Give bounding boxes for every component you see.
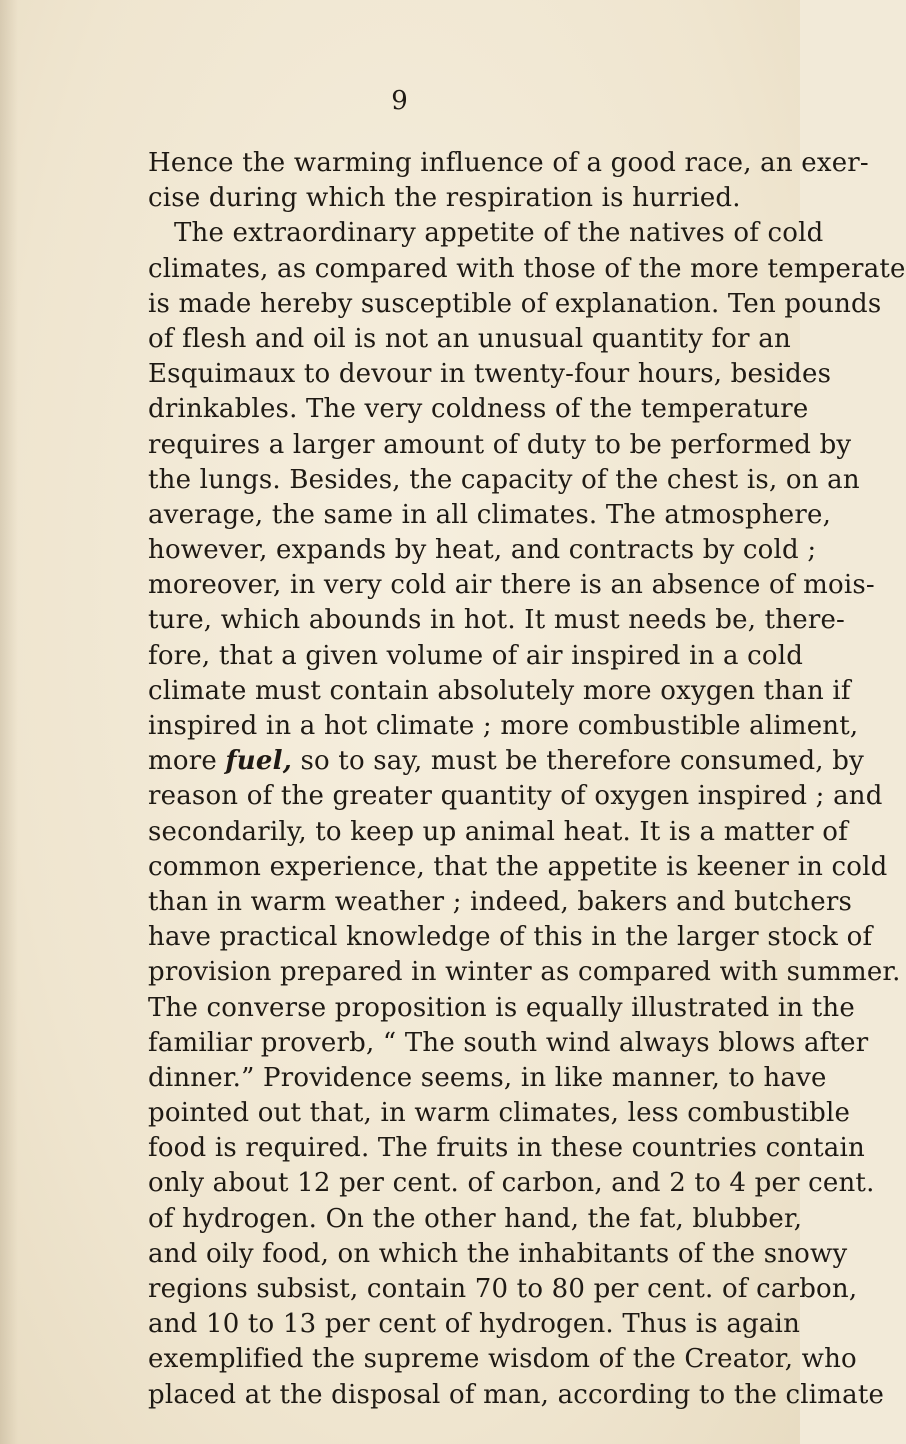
text-line: requires a larger amount of duty to be performed by xyxy=(148,429,852,460)
text-line: food is required. The fruits in these countries contain xyxy=(148,1133,865,1164)
text-line: moreover, in very cold air there is an absence of mois- xyxy=(148,570,875,601)
spine-shadow xyxy=(0,0,18,1444)
italic-word-fuel: fuel, xyxy=(225,746,292,777)
text-line: average, the same in all climates. The atmosphere, xyxy=(148,499,832,530)
text-line: and 10 to 13 per cent of hydrogen. Thus is again xyxy=(148,1309,801,1340)
text-line: climate must contain absolutely more oxygen than if xyxy=(148,675,851,706)
text-line: secondarily, to keep up animal heat. It is a matter of xyxy=(148,816,848,847)
text-line: the lungs. Besides, the capacity of the chest is, on an xyxy=(148,464,860,495)
text-line: of hydrogen. On the other hand, the fat, blubber, xyxy=(148,1203,803,1234)
text-line: of flesh and oil is not an unusual quantity for an xyxy=(148,323,791,354)
page-number: 9 xyxy=(391,86,409,116)
text-line: The extraordinary appetite of the natives of cold xyxy=(174,218,824,249)
text-line: reason of the greater quantity of oxygen inspired ; and xyxy=(148,781,883,812)
text-line: drinkables. The very coldness of the temperature xyxy=(148,394,809,425)
text-line: and oily food, on which the inhabitants of the snowy xyxy=(148,1238,848,1269)
text-line: provision prepared in winter as compared with summer. xyxy=(148,957,901,988)
text-line: only about 12 per cent. of carbon, and 2 to 4 per cent. xyxy=(148,1168,875,1199)
text-fragment: more xyxy=(148,746,217,777)
text-line: dinner.” Providence seems, in like manner, to have xyxy=(148,1062,827,1093)
text-line: exemplified the supreme wisdom of the Creator, who xyxy=(148,1344,857,1375)
text-line: however, expands by heat, and contracts by cold ; xyxy=(148,535,817,566)
text-line: The converse proposition is equally illustrated in the xyxy=(148,992,855,1023)
text-line-with-italic xyxy=(148,744,864,779)
text-fragment: so to say, must be therefore consumed, by xyxy=(300,746,864,777)
text-line: regions subsist, contain 70 to 80 per cent. of carbon, xyxy=(148,1274,858,1304)
text-line: placed at the disposal of man, according to the climate xyxy=(148,1379,885,1410)
text-line: Hence the warming influence of a good race, an exer- xyxy=(148,148,869,178)
text-line: Esquimaux to devour in twenty-four hours, besides xyxy=(148,359,832,390)
text-line: inspired in a hot climate ; more combustible aliment, xyxy=(148,711,859,741)
text-line: familiar proverb, “ The south wind always blows after xyxy=(148,1027,869,1058)
text-line: is made hereby susceptible of explanation. Ten pounds xyxy=(148,288,882,319)
text-line: common experience, that the appetite is keener in cold xyxy=(148,851,888,882)
text-line: ture, which abounds in hot. It must needs be, there- xyxy=(148,605,846,636)
text-line: climates, as compared with those of the more temperate xyxy=(148,253,906,284)
body-text xyxy=(148,146,906,1413)
text-line: than in warm weather ; indeed, bakers and butchers xyxy=(148,886,853,917)
text-line: have practical knowledge of this in the larger stock of xyxy=(148,922,873,953)
text-line: cise during which the respiration is hurried. xyxy=(148,183,741,214)
text-line: pointed out that, in warm climates, less combustible xyxy=(148,1098,851,1129)
text-line: fore, that a given volume of air inspired in a cold xyxy=(148,640,804,671)
